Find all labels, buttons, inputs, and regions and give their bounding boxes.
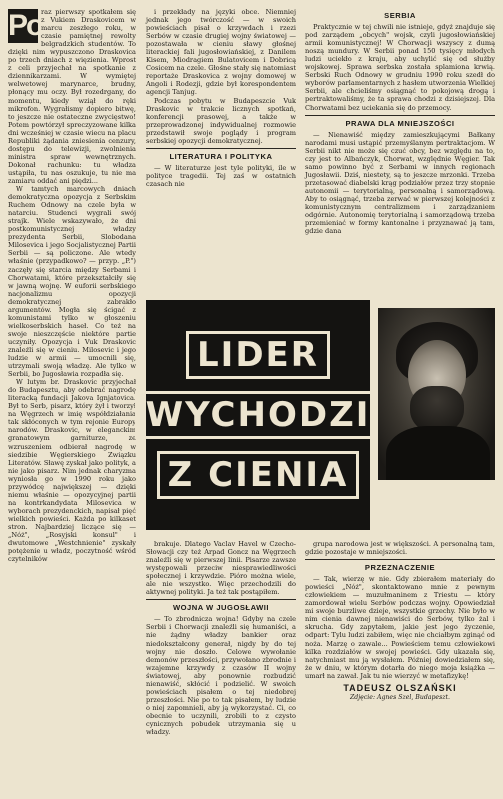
paragraph: — To zbrodnicza wojna! Gdyby na czele Serbii i Chorwacji znaleźli się humaniści, a nie żądny władzy bankier oraz niedokształcony generał, nigdy by do tej wojny nie doszło. Celowe wywołanie demonów przeszłości, przywołano zbrodnie i wzajemne krzywdy z czasów II wojny światowej, aby ponownie rozbudzić nienawiść, skłócić i podzielić. W swoich powieściach pisałem o tej niedobrej przeszłości. Nie po to tak pisałem, by ludzie o niej zapomnieli, aby ją wykorzystać. Ci, co obecnie to uczynili, zrobili to z czysto cynicznych pobudek utrzymania się u władzy.	[146, 615, 296, 737]
section-divider	[146, 599, 296, 600]
paragraph: brakuje. Dlatego Vaclav Havel w Czecho-Słowacji czy też Arpad Goncz na Węgrzech znaleźli się w pierwszej linii. Pisarze zawsze występowali przeciw niesprawiedliwości społecznej i krzywdzie. Pióro można wiele, ale nie wszystko. Więc przechodzili do aktywnej polityki. Ja też tak postąpiłem.	[146, 540, 296, 597]
paragraph: — W literaturze jest tyle polityki, ile w polityce tragedii. Tej zaś w ostatnich czasach nie	[146, 163, 296, 188]
article-column-3	[305, 8, 495, 235]
section-heading: SERBIA	[384, 11, 416, 20]
paragraph: grupa narodowa jest w większości. A personalną tam, gdzie pozostaje w mniejszości.	[305, 540, 495, 557]
paragraph: — Nienawiść między zamieszkującymi Bałkany narodami musi ustąpić przemyślanym pertraktacjom. W Serbii nikt nie może się czuć obcy, bez względu na to, czy jest to Albańczyk, Chorwat, względnie Węgier. Tak samo powinno być z Serbami w innych regionach Jugosławii. Dziś, niestety, są to jeszcze mrzonki. Trzeba przetasować diabelski krąg podziałów przez trzy stopnie autonomii — terytorialną, personalną i samorządową. Aby to osiągnąć, trzeba zerwać w pierwszej kolejności z komunistycznym centralizmem i zarządzaniem odgórnie. Autonomię terytorialną i samorządową trzeba przemieniać w formy kantonalne i przyznawać ją tam, gdzie dana	[305, 130, 495, 236]
portrait-photo	[378, 308, 495, 480]
article-column-2	[146, 8, 296, 188]
section-heading: PRZEZNACZENIE	[364, 563, 436, 573]
paragraph: i przekłady na języki obce. Niemniej jednak jego twórczość — w swoich powieściach pisał o krzywdach i rzezi Serbów w czasie drugiej wojny światowej — pozostawała w cieniu sławy głośnej literackiej fali jugosłowiańskiej, z Danilem Kisem, Miodragiem Bulatovicem i Dobricą Cosicem na czele. Głośne stały się natomiast reportaże Draskovica z wojny domowej w Angoli i Rodezji, gdzie był korespondentem agencji Tanjug.	[146, 8, 296, 97]
section-heading: PRAWA DLA MNIEJSZOŚCI	[345, 118, 455, 128]
section-divider	[305, 115, 495, 116]
author-byline: TADEUSZ OLSZAŃSKI	[343, 682, 457, 693]
paragraph: W tamtych marcowych dniach demokratyczna opozycja z Serbskim Ruchem Odnowy na czele była w natarciu. Studenci wygrali swój strajk. Wiele wskazywało, że dni postkomunistycznej władzy prezydenta Serbii, Slobodana Milosevica i jego Socjalistycznej Partii Serbii — są policzone. Ale wtedy właśnie (przypadkowo? — przyp. „P.") zaczęły się starcia między Serbami i Chorwatami, które przekształciły się w jawną wojnę. W euforii serbskiego nacjonalizmu opozycji demokratycznej zabrakło argumentów. Mogła się ścigać z komunistami tylko w głoszeniu wielkoserbskich haseł. Co też na swoje nieszczęście niektóre partie uczyniły. Opozycja i Vuk Draskovic znaleźli się w cieniu. Milosevic i jego ludzie w armii — umocnili się, utrzymali swoją władzę. Ale tylko w Serbii, bo Jugosławia rozpadła się.	[8, 185, 136, 379]
section-divider	[305, 559, 495, 560]
article-column-3-bottom	[305, 540, 495, 702]
article-column-1	[8, 8, 136, 563]
paragraph: Praktycznie w tej chwili nie istnieje, gdyż znajduje się pod zarządem „obcych" wojsk, czyli jugosłowiańskiej armii komunistycznej! W Chorwacji wszyscy z dumą noszą mundury. W Serbii ponad 150 tysięcy młodych ludzi uciekło z kraju, aby uchylić się od służby wojskowej. Sprawa serbska została splamiona krwią. Serbski Ruch Odnowy w grudniu 1990 roku szedł do wyborów parlamentarnych z hasłem utworzenia Wielkiej Serbii, ale chcieliśmy osiągnąć to pokojową drogą i pertraktowaliśmy, że ta sprawa chodzi z dzisiejszej. Dla Chorwatami bez uciekania się do przemocy.	[305, 23, 495, 112]
section-heading: LITERATURA I POLITYKA	[169, 151, 273, 161]
dropcap: Po	[8, 9, 43, 42]
section-divider	[146, 148, 296, 149]
headline-line: Z CIENIA	[157, 451, 360, 499]
paragraph: Podczas pobytu w Budapeszcie Vuk Draskovic w trakcie licznych spotkań, konferencji prasowej, a także w przeprowadzonej indywidualnej rozmowie przedstawił swoje poglądy i program serbskiej opozycji demokratycznej.	[146, 96, 296, 145]
article-column-2-bottom	[146, 540, 296, 736]
headline-line: LIDER	[186, 331, 330, 379]
photo-body	[386, 426, 490, 480]
photo-credit: Zdjęcie: Agnes Szel, Budapeszt.	[350, 693, 450, 701]
section-heading: WOJNA W JUGOSŁAWII	[172, 603, 270, 613]
headline-block	[146, 300, 370, 530]
paragraph: — Tak, wierzę w nie. Gdy zbierałem materiały do powieści „Nóż", skontaktowano mnie z pewnym człowiekiem — muzułmaninem z Triestu — który zamordował wielu Serbów podczas wojny. Opowiedział mi swoje burzliwe dzieje, wszystkie grzechy. Nie było w nim cienia dawnej nienawiści do Serbów, tylko żal i skrucha. Gdy zapytałem, jakie jest jego życzenie, odpart: Tylu ludzi zabiłem, więc nie chciałbym zginąć od noża. Marzę o zawale... Powieściem temu człowiekowi kilka rozdziałów w swojej powieści. Gdy ukazała się, natychmiast mu ją wysłałem. Później dowiedziałem się, że w dniu, w którym dotarła do niego moja książka — umarł na zawał. Jak tu nie wierzyć w metafizykę!	[305, 575, 495, 680]
paragraph: W lutym br. Draskovic przyjechał do Budapesztu, aby odebrać nagrodę literacką fundacji Jakova Ignjatovica. Był to Serb, pisarz, który żył i tworzył na Węgrzech w imię współdziałania tak skłóconych w tym rejonie Europy narodów. Draskovic, w eleganckim granatowym garniturze, ze wzruszeniem odbierał nagrodę w siedzibie Węgierskiego Związku Literatów. Sławę zyskał jako polityk, a nie jako pisarz. Nim jednak charyzma wyniosła go w 1990 roku jako przywódcę największej — dzięki niemu właśnie — opozycyjnej partii na kontrkandydata Milosevica w wyborach prezydenckich, napisał pięć wielkich powieści. Każda po kilkaset stron. Najbardziej liczące się — „Nóż", „Rosyjski konsul" i dwutomowe „Westchnienie" zyskały potężenie u władz, poczytność wśród czytelników	[8, 378, 136, 564]
headline-line: WYCHODZI	[135, 391, 382, 439]
paragraph: raz pierwszy spotkałem się z Vukiem Draskovicem w marcu zeszłego roku, w czasie pamiętnej rewolty belgradzkich studentów. To dzięki nim wypuszczono Draskovica po trzech dniach z więzienia. Wprost z celi przyjechał na spotkanie z dziennikarzami. W wymiętej welwetowej marynarce, brudny, płonący mu oczy. Był rozedrgany, do momentu, kiedy wziął do ręki mikrofon. Wygrałismy dopiero bitwę, to jeszcze nie ostateczne zwycięstwo! Potem powtórzył spreczyzowane kilka dni wcześniej w czasie wiecu na placu Republiki żądania zniesienia cenzury, dostępu do telewizji, zwolnienia ministra spraw wewnętrznych. Dokonał rachunku: tu władza ustąpiła, tu nas oszukuje, tu nie ma zamiaru oddać ani piędzi...	[8, 8, 136, 185]
